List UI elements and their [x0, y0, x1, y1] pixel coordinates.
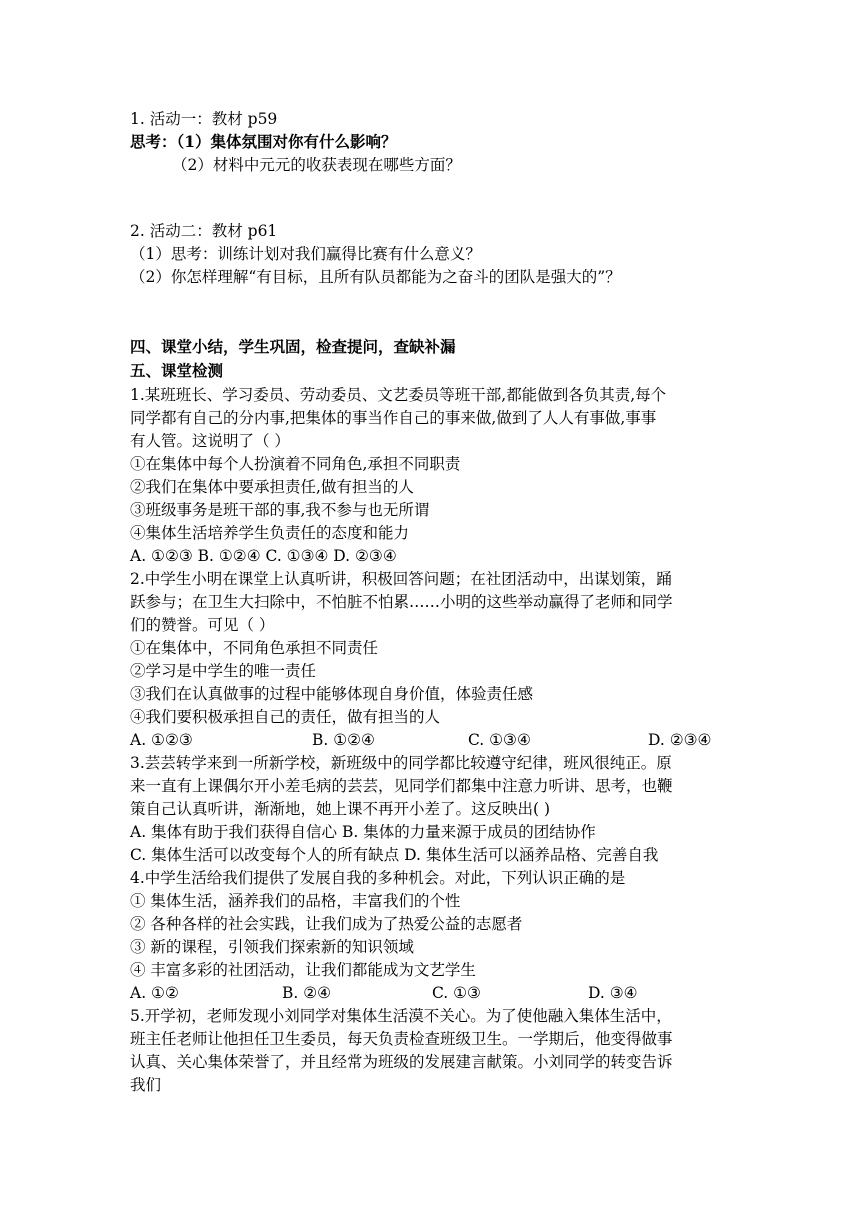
q2-option-d: D. ②③④ — [648, 731, 712, 749]
activity2-title: 2. 活动二：教材 p61 — [130, 222, 278, 240]
q1-item: ②我们在集体中要承担责任,做有担当的人 — [130, 478, 414, 496]
q1-item: ④集体生活培养学生负责任的态度和能力 — [130, 524, 410, 542]
q4-item: ① 集体生活，涵养我们的品格，丰富我们的个性 — [130, 892, 461, 910]
activity1-title: 1. 活动一：教材 p59 — [130, 110, 278, 128]
section4-heading: 四、课堂小结，学生巩固，检查提问，查缺补漏 — [130, 337, 456, 356]
q2-item: ①在集体中，不同角色承担不同责任 — [130, 639, 379, 657]
q2-item: ③我们在认真做事的过程中能够体现自身价值，体验责任感 — [130, 685, 534, 703]
q3-options-line: C. 集体生活可以改变每个人的所有缺点 D. 集体生活可以涵养品格、完善自我 — [130, 846, 659, 864]
q3-stem-line: 3.芸芸转学来到一所新学校，新班级中的同学都比较遵守纪律，班风很纯正。原 — [130, 754, 672, 772]
activity2-question-1: （1）思考：训练计划对我们赢得比赛有什么意义？ — [130, 245, 481, 263]
q4-option-c: C. ①③ — [432, 984, 481, 1002]
q2-item: ④我们要积极承担自己的责任，做有担当的人 — [130, 708, 441, 726]
q1-stem-line: 1.某班班长、学习委员、劳动委员、文艺委员等班干部,都能做到各负其责,每个 — [130, 386, 667, 404]
q2-option-a: A. ①②③ — [130, 731, 193, 749]
q4-stem-line: 4.中学生活给我们提供了发展自我的多种机会。对此，下列认识正确的是 — [130, 869, 626, 887]
activity2-question-2: （2）你怎样理解“有目标，且所有队员都能为之奋斗的团队是强大的”？ — [130, 268, 621, 286]
q1-stem-line: 有人管。这说明了（ ） — [130, 432, 290, 450]
q4-option-a: A. ①② — [130, 984, 179, 1002]
activity1-question-2: （2）材料中元元的收获表现在哪些方面？ — [172, 156, 461, 174]
q4-item: ④ 丰富多彩的社团活动，让我们都能成为文艺学生 — [130, 961, 476, 979]
q3-stem-line: 策自己认真听讲，渐渐地，她上课不再开小差了。这反映出( ) — [130, 800, 551, 818]
q2-option-b: B. ①②④ — [312, 731, 375, 749]
q5-stem-line: 认真、关心集体荣誉了，并且经常为班级的发展建言献策。小刘同学的转变告诉 — [130, 1053, 673, 1071]
q3-stem-line: 来一直有上课偶尔开小差毛病的芸芸，见同学们都集中注意力听讲、思考，也鞭 — [130, 777, 673, 795]
q1-options: A. ①②③ B. ①②④ C. ①③④ D. ②③④ — [130, 547, 397, 565]
q4-option-b: B. ②④ — [282, 984, 332, 1002]
q2-stem-line: 跃参与；在卫生大扫除中，不怕脏不怕累……小明的这些举动赢得了老师和同学 — [130, 593, 673, 611]
q5-stem-line: 班主任老师让他担任卫生委员，每天负责检查班级卫生。一学期后，他变得做事 — [130, 1030, 673, 1048]
q2-item: ②学习是中学生的唯一责任 — [130, 662, 317, 680]
q2-stem-line: 2.中学生小明在课堂上认真听讲，积极回答问题；在社团活动中，出谋划策，踊 — [130, 570, 672, 588]
q4-option-d: D. ③④ — [588, 984, 638, 1002]
q5-stem-line: 我们 — [130, 1076, 162, 1094]
q2-stem-line: 们的赞誉。可见（ ） — [130, 616, 275, 634]
activity1-think: 思考：（1）集体氛围对你有什么影响？ — [130, 132, 397, 151]
q1-item: ①在集体中每个人扮演着不同角色,承担不同职责 — [130, 455, 461, 473]
q5-stem-line: 5.开学初，老师发现小刘同学对集体生活漠不关心。为了使他融入集体生活中， — [130, 1007, 672, 1025]
q1-item: ③班级事务是班干部的事,我不参与也无所谓 — [130, 501, 430, 519]
q4-item: ③ 新的课程，引领我们探索新的知识领域 — [130, 938, 414, 956]
section5-heading: 五、课堂检测 — [130, 361, 224, 380]
q1-stem-line: 同学都有自己的分内事,把集体的事当作自己的事来做,做到了人人有事做,事事 — [130, 409, 657, 427]
q3-options-line: A. 集体有助于我们获得自信心 B. 集体的力量来源于成员的团结协作 — [130, 823, 596, 841]
q2-option-c: C. ①③④ — [468, 731, 531, 749]
q4-item: ② 各种各样的社会实践，让我们成为了热爱公益的志愿者 — [130, 915, 523, 933]
